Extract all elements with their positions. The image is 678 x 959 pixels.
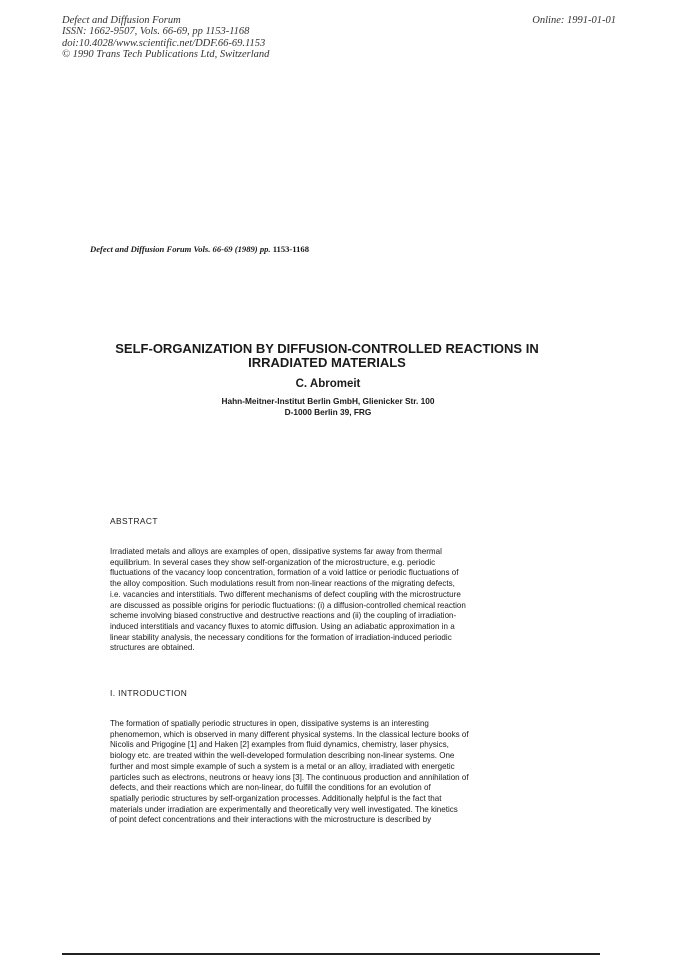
abstract-line: are discussed as possible origins for periodic fluctuations: (i) a diffusion-controlled chemical reaction [110,600,466,610]
affiliation-line-1: Hahn-Meitner-Institut Berlin GmbH, Glienicker Str. 100 [221,396,435,406]
abstract-line: induced interstitials and vacancy fluxes to atomic diffusion. Using an adiabatic approximation in a [110,621,455,631]
abstract-line: scheme involving biased constructive and destructive reactions and (ii) the coupling of irradiation- [110,611,457,621]
abstract-line: structures are obtained. [110,643,195,653]
header-copyright: © 1990 Trans Tech Publications Ltd, Switzerland [62,49,270,61]
introduction-heading: I. INTRODUCTION [110,688,188,698]
abstract-body [110,547,572,654]
abstract-line: Irradiated metals and alloys are examples of open, dissipative systems far away from thermal [110,547,442,556]
abstract-line: the alloy composition. Such modulations result from non-linear reactions of the migrating defects, [110,579,455,589]
header-doi-link[interactable]: doi:10.4028/www.scientific.net/DDF.66-69.1153 [62,37,266,49]
introduction-line: spatially periodic structures by self-organization processes. Additionally helpful is the fact that [110,793,442,803]
abstract-line: fluctuations of the vacancy loop concentration, formation of a void lattice or periodic fluctuations of [110,568,459,578]
paper-title [90,342,564,370]
introduction-line: further and most simple example of such a system is a metal or an alloy, irradiated with energetic [110,761,455,771]
abstract-line: linear stability analysis, the necessary conditions for the formation of irradiation-induced periodic [110,632,452,642]
introduction-line: defects, and their reactions which are non-linear, do fulfill the conditions for an evolution of [110,783,431,793]
introduction-body [110,719,572,826]
publication-header [62,15,269,61]
abstract-heading: ABSTRACT [110,516,158,526]
header-issn: ISSN: 1662-9507, Vols. 66-69, pp 1153-1168 [62,26,250,38]
introduction-line: phenomemon, which is observed in many different physical systems. In the classical lecture books of [110,729,469,739]
affiliation-line-2: D-1000 Berlin 39, FRG [284,407,372,417]
online-date: Online: 1991-01-01 [532,15,616,26]
title-line-2: IRRADIATED MATERIALS [248,355,406,370]
journal-reference-pages: 1153-1168 [272,244,310,254]
header-journal: Defect and Diffusion Forum [62,15,181,26]
introduction-line: The formation of spatially periodic structures in open, dissipative systems is an interesting [110,719,429,728]
journal-reference-text: Defect and Diffusion Forum Vols. 66-69 (1989) pp. [90,244,271,254]
introduction-line: particles such as electrons, neutrons or heavy ions [3]. The continuous production and annihilation of [110,772,469,782]
introduction-line: Nicolis and Prigogine [1] and Haken [2] examples from fluid dynamics, chemistry, laser physics, [110,740,449,750]
author-name: C. Abromeit [295,378,361,390]
abstract-line: equilibrium. In several cases they show self-organization of the microstructure, e.g. periodic [110,557,436,567]
introduction-line: biology etc. are treated within the well-developed formulation describing non-linear systems. One [110,751,455,761]
abstract-line: i.e. vacancies and interstitials. Two different mechanisms of defect coupling with the microstructure [110,589,461,599]
introduction-line: materials under irradiation are experimentally and theoretically very well investigated. The kinetics [110,804,458,814]
introduction-line: of point defect concentrations and their interactions with the microstructure is described by [110,815,432,825]
title-line-1: SELF-ORGANIZATION BY DIFFUSION-CONTROLLED REACTIONS IN [115,341,539,356]
journal-reference [90,244,309,254]
page-bottom-rule [62,953,600,955]
